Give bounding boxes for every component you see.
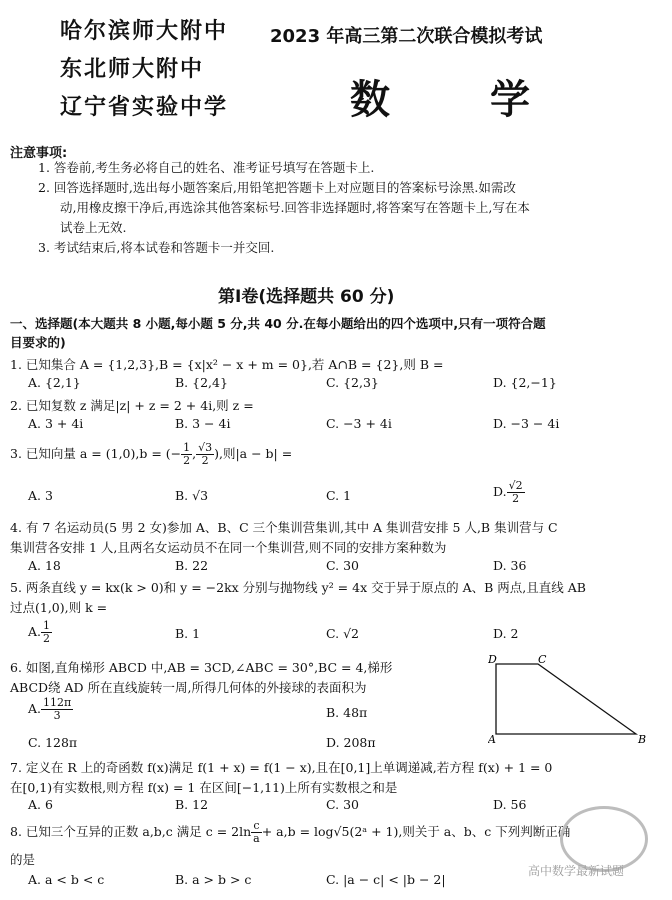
- q2-option-b: B. 3 − 4i: [175, 416, 231, 431]
- section-desc-1: 一、选择题(本大题共 8 小题,每小题 5 分,共 40 分.在每小题给出的四个选项中,只有一项符合题: [10, 316, 546, 331]
- q1-option-c: C. {2,3}: [326, 375, 379, 390]
- q3-stem-part-a: 3. 已知向量 a = (1,0),b = (−: [10, 446, 182, 461]
- q7-option-d: D. 56: [493, 797, 527, 812]
- q8-option-c: C. |a − c| < |b − 2|: [326, 872, 446, 887]
- q3-frac1-den: 2: [183, 454, 191, 467]
- section-title: 第Ⅰ卷(选择题共 60 分): [218, 287, 395, 307]
- q7-stem-line1: 7. 定义在 R 上的奇函数 f(x)满足 f(1 + x) = f(1 − x),且在[0,1]上单调递减,若方程 f(x) + 1 = 0: [10, 760, 553, 775]
- q7-option-a: A. 6: [28, 797, 53, 812]
- q6-stem-line1: 6. 如图,直角梯形 ABCD 中,AB = 3CD,∠ABC = 30°,BC = 4,梯形: [10, 660, 393, 675]
- q3-option-c: C. 1: [326, 488, 352, 503]
- q6-option-b: B. 48π: [326, 705, 368, 720]
- q5-option-a-frac: [41, 620, 52, 645]
- q3-optd-num: √2: [508, 479, 523, 492]
- notice-item-2-end: 试卷上无效.: [60, 220, 127, 235]
- q5-opta-den: 2: [43, 632, 51, 645]
- section-desc-2: 目要求的): [10, 335, 66, 350]
- q1-option-b: B. {2,4}: [175, 375, 228, 390]
- q5-stem-line1: 5. 两条直线 y = kx(k > 0)和 y = −2kx 分别与抛物线 y² = 4x 交于异于原点的 A、B 两点,且直线 AB: [10, 580, 586, 595]
- q2-option-a: A. 3 + 4i: [28, 416, 84, 431]
- q6-option-c: C. 128π: [28, 735, 78, 750]
- q8-option-b: B. a > b > c: [175, 872, 252, 887]
- q8-stem: [10, 820, 570, 845]
- school-name-2: 东北师大附中: [60, 57, 205, 82]
- q3-fraction-2: [196, 442, 214, 467]
- q1-option-a: A. {2,1}: [28, 375, 81, 390]
- school-name-1: 哈尔滨师大附中: [60, 19, 229, 44]
- notice-item-2: 2. 回答选择题时,选出每小题答案后,用铅笔把答题卡上对应题目的答案标号涂黑.如需改: [38, 180, 516, 195]
- exam-title: 2023 年高三第二次联合模拟考试: [270, 26, 543, 47]
- q3-stem: [10, 442, 292, 467]
- q7-option-c: C. 30: [326, 797, 359, 812]
- q6-option-a: [28, 697, 73, 722]
- watermark-text: 高中数学最新试题: [528, 864, 625, 878]
- q3-frac2-num: √3: [198, 441, 213, 454]
- q2-option-c: C. −3 + 4i: [326, 416, 392, 431]
- notice-item-1: 1. 答卷前,考生务必将自己的姓名、准考证号填写在答题卡上.: [38, 160, 375, 175]
- q3-option-d: [493, 480, 525, 505]
- q7-stem-line2: 在[0,1)有实数根,则方程 f(x) = 1 在区间[−1,11)上所有实数根之和是: [10, 780, 398, 795]
- q6-option-a-label: A.: [28, 701, 42, 716]
- q6-trapezoid-figure: [488, 652, 656, 744]
- q4-option-b: B. 22: [175, 558, 209, 573]
- notice-item-2-cont: 动,用橡皮擦干净后,再选涂其他答案标号.回答非选择题时,将答案写在答题卡上,写在本: [60, 200, 530, 215]
- school-name-3: 辽宁省实验中学: [60, 95, 229, 120]
- q6-label-a: A: [488, 733, 496, 744]
- q4-stem-line2: 集训营各安排 1 人,且两名女运动员不在同一个集训营,则不同的安排方案种数为: [10, 540, 447, 555]
- q1-stem: 1. 已知集合 A = {1,2,3},B = {x|x² − x + m = 0},若 A∩B = {2},则 B =: [10, 357, 444, 372]
- q3-option-d-frac: [507, 480, 525, 505]
- notice-item-3: 3. 考试结束后,将本试卷和答题卡一并交回.: [38, 240, 275, 255]
- q8-stem-part-b: + a,b = log√5(2ᵃ + 1),则关于 a、b、c 下列判断正确: [261, 824, 571, 839]
- q6-stem-line2: ABCD绕 AD 所在直线旋转一周,所得几何体的外接球的表面积为: [10, 680, 367, 695]
- q7-option-b: B. 12: [175, 797, 209, 812]
- q8-option-a: A. a < b < c: [28, 872, 105, 887]
- q6-label-d: D: [488, 653, 497, 666]
- q3-frac1-num: 1: [183, 441, 191, 454]
- q1-option-d: D. {2,−1}: [493, 375, 557, 390]
- q8-stem-part-a: 8. 已知三个互异的正数 a,b,c 满足 c = 2ln: [10, 824, 252, 839]
- q4-option-d: D. 36: [493, 558, 527, 573]
- q8-stem-line2: 的是: [10, 852, 36, 867]
- q5-stem-line2: 过点(1,0),则 k =: [10, 600, 108, 615]
- q6-label-c: C: [538, 653, 547, 666]
- q6-opta-num: 112π: [43, 696, 72, 709]
- q6-option-d: D. 208π: [326, 735, 376, 750]
- q8-frac-num: c: [251, 820, 262, 833]
- q8-fraction: [251, 820, 262, 845]
- q6-label-b: B: [638, 733, 647, 744]
- q4-option-c: C. 30: [326, 558, 359, 573]
- q5-opta-num: 1: [43, 619, 51, 632]
- notice-title: 注意事项:: [10, 146, 68, 161]
- q3-optd-den: 2: [512, 492, 520, 505]
- q5-option-c: C. √2: [326, 626, 359, 641]
- q2-stem: 2. 已知复数 z 满足|z| + z = 2 + 4i,则 z =: [10, 398, 254, 413]
- q3-option-b: B. √3: [175, 488, 209, 503]
- q5-option-a: [28, 620, 52, 645]
- q3-frac2-den: 2: [201, 454, 209, 467]
- q2-option-d: D. −3 − 4i: [493, 416, 560, 431]
- q8-frac-den: a: [253, 832, 260, 845]
- subject-title: 数 学: [350, 76, 560, 123]
- q5-option-d: D. 2: [493, 626, 519, 641]
- q6-option-a-frac: [41, 697, 73, 722]
- q5-option-a-label: A.: [28, 624, 42, 639]
- q5-option-b: B. 1: [175, 626, 201, 641]
- q3-stem-part-b: ,: [192, 446, 197, 461]
- q4-stem-line1: 4. 有 7 名运动员(5 男 2 女)参加 A、B、C 三个集训营集训,其中 A 集训营安排 5 人,B 集训营与 C: [10, 520, 558, 535]
- q3-option-a: A. 3: [28, 488, 53, 503]
- q3-fraction-1: [181, 442, 192, 467]
- q4-option-a: A. 18: [28, 558, 61, 573]
- q3-option-d-label: D.: [493, 484, 507, 499]
- q3-stem-part-c: ),则|a − b| =: [214, 446, 293, 461]
- q6-opta-den: 3: [53, 709, 61, 722]
